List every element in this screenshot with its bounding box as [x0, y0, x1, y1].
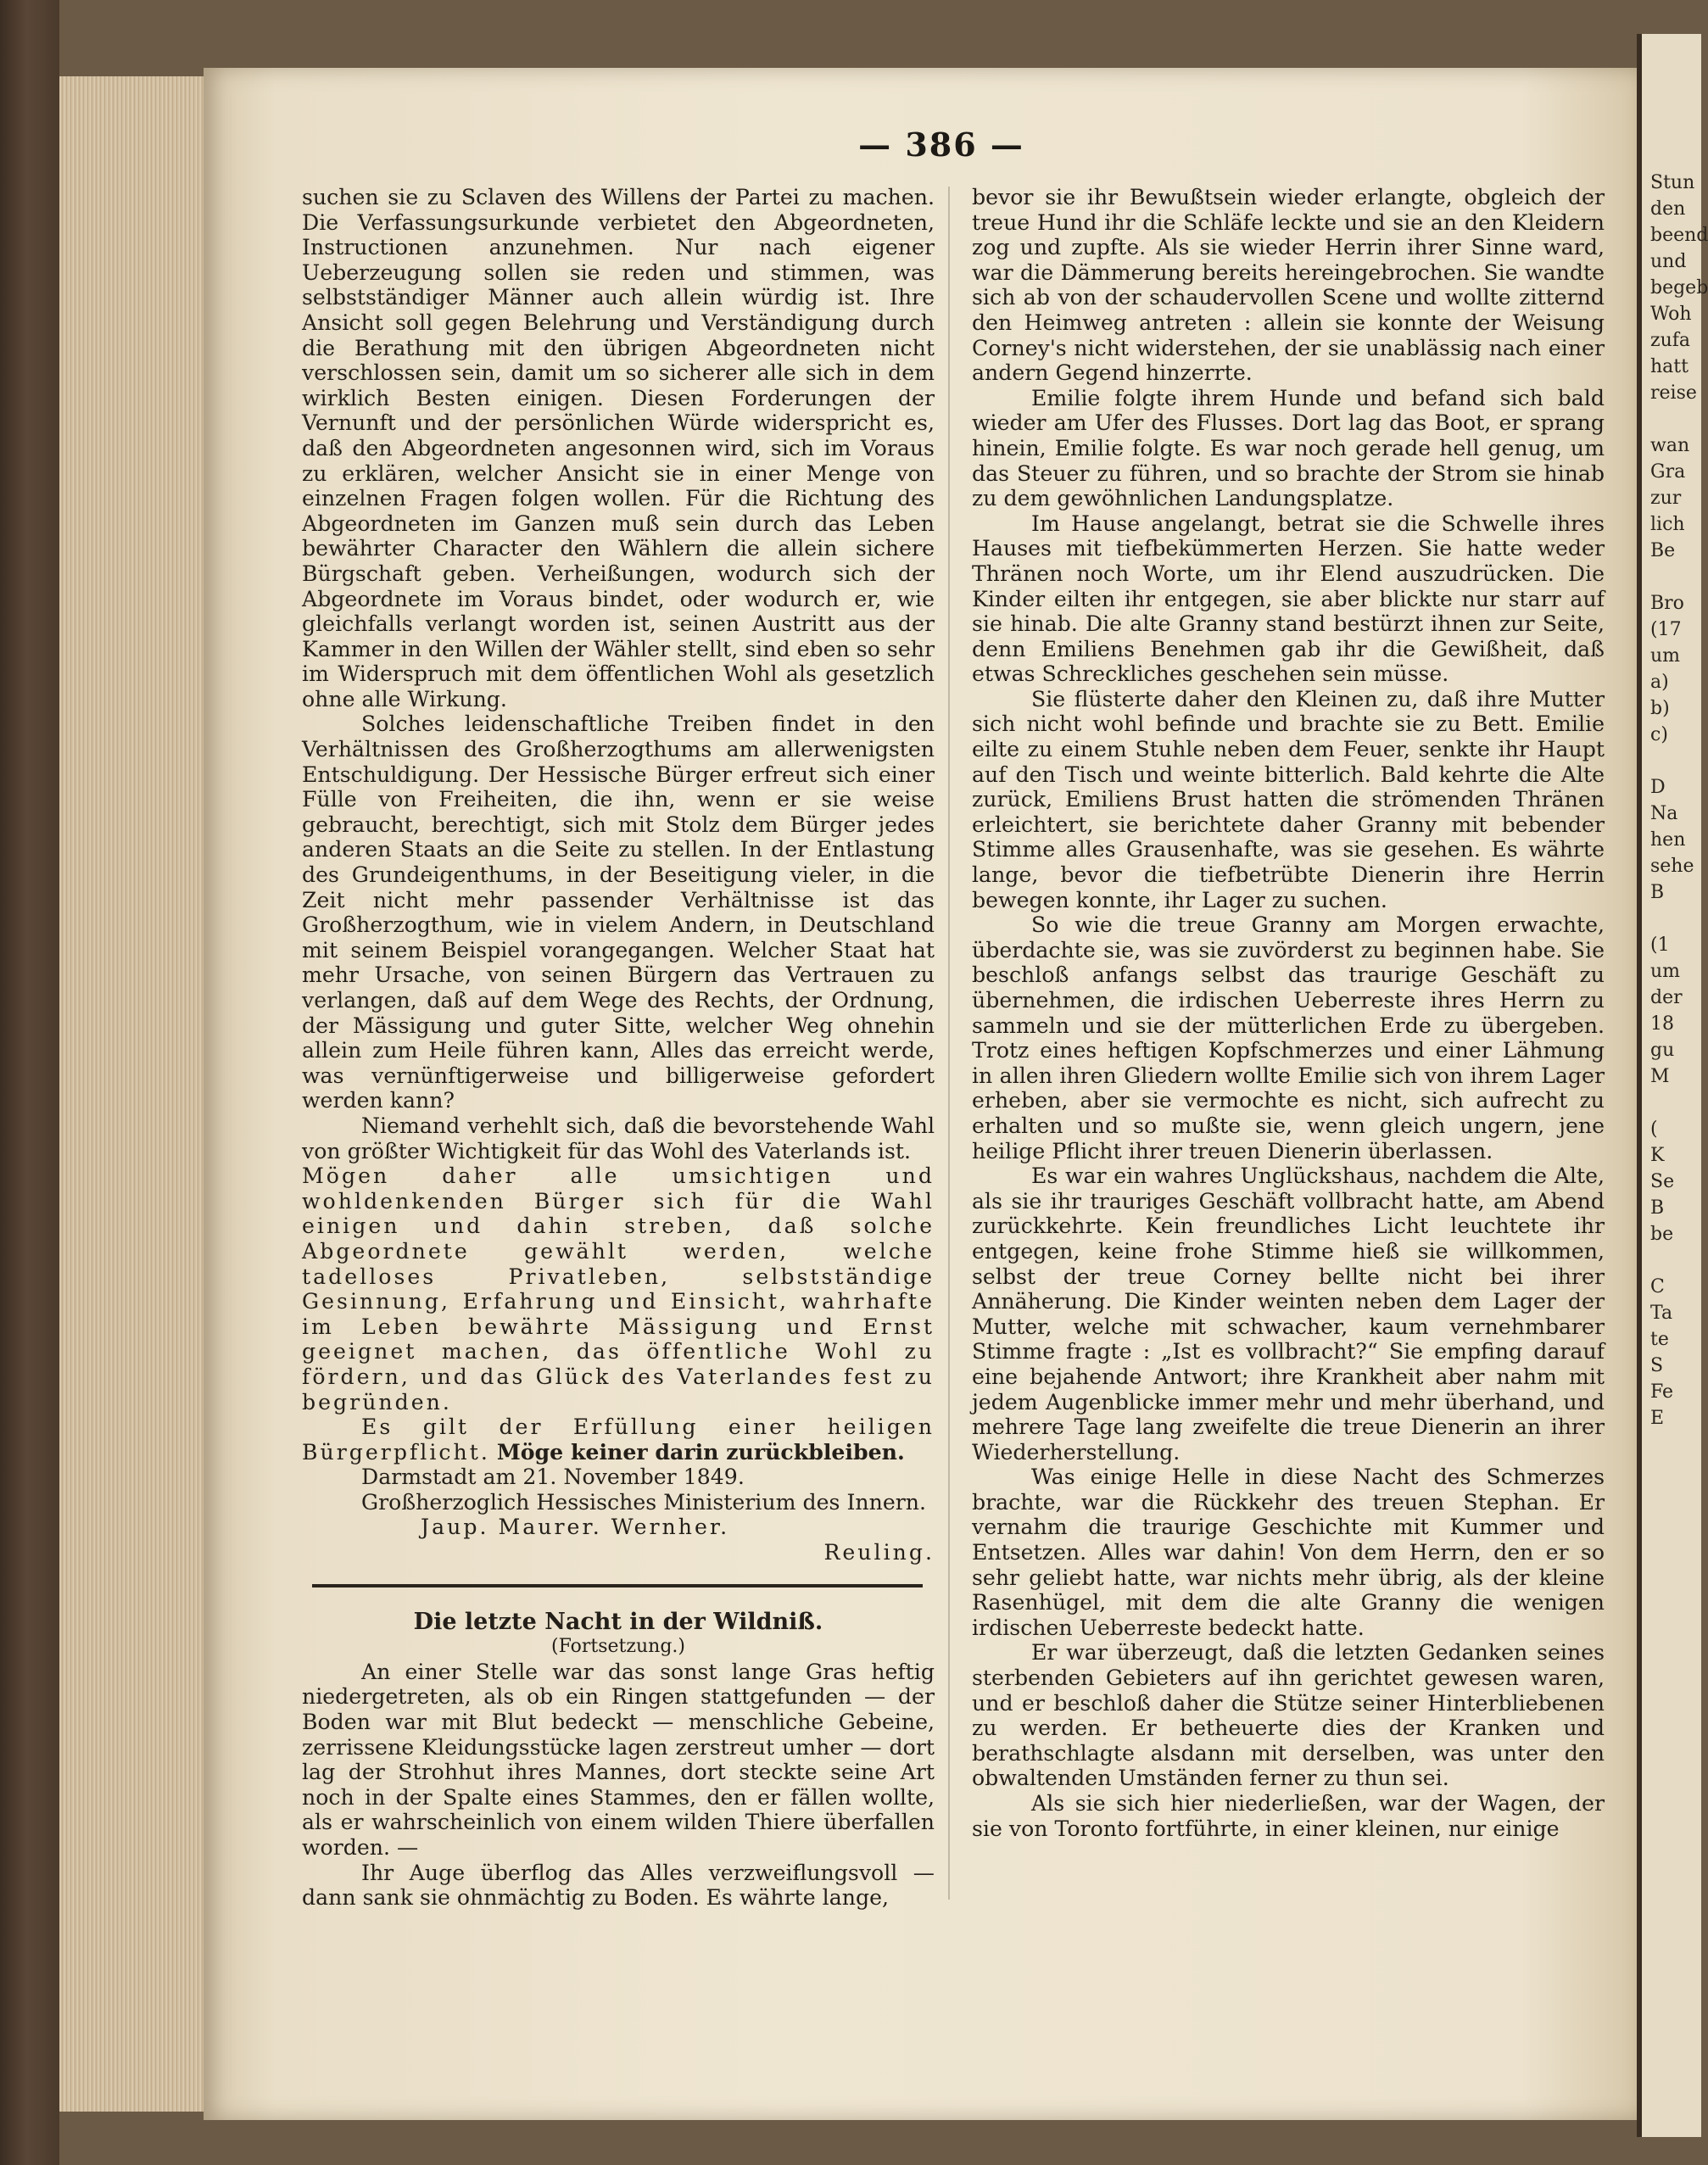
paragraph: Als sie sich hier niederließen, war der Wagen, der sie von Toronto fortführte, in einer kleinen, nur einige — [972, 1791, 1605, 1841]
next-page-fragment: B — [1650, 882, 1665, 903]
paragraph: bevor sie ihr Bewußtsein wieder erlangte, obgleich der treue Hund ihr die Schläfe leckte und sie an den Kleidern zog und zupfte. Als sie wieder Herrin ihrer Sinne ward, war die Dämmerung bereits hereingebrochen. Sie wandte sich ab von der schaudervollen Scene und wollte zitternd den Heimweg antreten : allein sie konnte der Weisung Corney's nicht widerstehen, der sie unablässig nach einer andern Gegend hinzerrte. — [972, 185, 1605, 386]
next-page-fragment: B — [1650, 1197, 1665, 1219]
next-page-fragment: Fe — [1650, 1381, 1674, 1403]
article-title: Die letzte Nacht in der Wildniß. — [413, 1608, 823, 1635]
left-column — [302, 185, 935, 1911]
next-page-fragment — [1650, 564, 1701, 590]
next-page-fragment: D — [1650, 777, 1666, 798]
page-stack-edge — [59, 76, 204, 2112]
paragraph: suchen sie zu Sclaven des Willens der Partei zu machen. Die Verfassungsurkunde verbietet den Abgeordneten, Instructionen anzunehmen. Nur nach eigener Ueberzeugung sollen sie reden und stimmen, was selbstständiger Männer auch allein würdig ist. Ihre Ansicht soll gegen Belehrung und Verständigung durch die Berathung mit den übrigen Abgeordneten nicht verschlossen sein, damit um so sicherer alle sich in dem wirklich Besten einigen. Diesen Forderungen der Vernunft und der persönlichen Würde widerspricht es, daß den Abgeordneten angesonnen wird, sich im Voraus zu erklären, welcher Ansicht sie in einer Menge von einzelnen Fragen folgen wollen. Für die Richtung des Abgeordneten im Ganzen muß sein durch das Leben bewährter Character den Wählern die allein sichere Bürgschaft geben. Verheißungen, wodurch sich der Abgeordnete im Voraus bindet, oder wodurch er, wie gleichfalls verlangt worden ist, seinen Austritt aus der Kammer in den Willen der Wähler stellt, sind eben so sehr im Widerspruch mit dem öffentlichen Wohl als gesetzlich ohne alle Wirkung. — [302, 185, 935, 711]
paragraph: Solches leidenschaftliche Treiben findet in den Verhältnissen des Großherzogthums am allerwenigsten Entschuldigung. Der Hessische Bürger erfreut sich einer Fülle von Freiheiten, die ihn, wenn er sie weise gebraucht, berechtigt, sich mit Stolz dem Bürger jedes anderen Staats an die Seite zu stellen. In der Entlastung des Grundeigenthums, in der Beseitigung vieler, in die Zeit nicht mehr passender Verhältnisse ist das Großherzogthum, wie in vielem Andern, in Deutschland mit seinem Beispiel vorangegangen. Welcher Staat hat mehr Ursache, von seinen Bürgern das Vertrauen zu verlangen, daß auf dem Wege des Rechts, der Ordnung, der Mässigung und guter Sitte, welcher Weg ohnehin allein zum Heile führen kann, Alles das erreicht werde, was vernünftigerweise und billigerweise gefordert werden kann? — [302, 711, 935, 1113]
next-page-fragment: 18 — [1650, 1013, 1674, 1035]
next-page-fragment: lich — [1650, 514, 1685, 535]
signatory-last: Reuling. — [823, 1540, 935, 1565]
next-page-fragment: a) — [1650, 672, 1669, 693]
next-page-fragment — [1650, 406, 1701, 432]
next-page-fragment: S — [1650, 1355, 1664, 1376]
next-page-fragment: M — [1650, 1066, 1670, 1087]
paragraph: Er war überzeugt, daß die letzten Gedanken seines sterbenden Gebieters auf ihn gerichtet gewesen waren, und er beschloß daher die Stütze seiner Hinterbliebenen zu werden. Er betheuerte dies der Kranken und berathschlagte alsdann mit derselben, was unter den obwaltenden Umständen ferner zu thun sei. — [972, 1640, 1605, 1791]
next-page-fragment: be — [1650, 1224, 1674, 1245]
paragraph: An einer Stelle war das sonst lange Gras heftig niedergetreten, als ob ein Ringen stattgefunden — der Boden war mit Blut bedeckt — menschliche Gebeine, zerrissene Kleidungsstücke lagen zerstreut umher — dort lag der Strohhut ihres Mannes, dort steckte seine Art noch in der Spalte eines Stammes, den er fällen wollte, als er wahrscheinlich von einem wilden Thiere überfallen worden. — — [302, 1659, 935, 1860]
next-page-fragment: gu — [1650, 1040, 1675, 1061]
next-page-fragment: um — [1650, 645, 1681, 667]
next-page-fragment: te — [1650, 1329, 1669, 1350]
closing-spaced-text: Es gilt der Erfüllung einer heiligen Bürgerpflicht. — [302, 1415, 935, 1465]
next-page-fragment: reise — [1650, 382, 1697, 404]
next-page-fragment — [1650, 906, 1701, 932]
next-page-fragment: zur — [1650, 488, 1682, 509]
next-page-fragment: Bro — [1650, 593, 1684, 614]
next-page-fragment: begeb — [1650, 277, 1708, 299]
paragraph: Im Hause angelangt, betrat sie die Schwelle ihres Hauses mit tiefbekümmerten Herzen. Sie hatte weder Thränen noch Worte, um ihr Elend auszudrücken. Die Kinder eilten ihr entgegen, sie aber blickte nur starr auf sie hinab. Die alte Granny stand bestürzt ihnen zur Seite, denn Emiliens Benehmen gab ihr die Gewißheit, daß etwas Schreckliches geschehen sein müsse. — [972, 511, 1605, 687]
ministry-line: Großherzoglich Hessisches Ministerium des Innern. — [361, 1489, 927, 1515]
next-page-fragment: C — [1650, 1276, 1665, 1297]
paragraph: So wie die treue Granny am Morgen erwachte, überdachte sie, was sie zuvörderst zu beginnen habe. Sie beschloß anfangs selbst das traurige Geschäft zu übernehmen, die irdischen Ueberreste ihres Herrn zu sammeln und sie der mütterlichen Erde zu übergeben. Trotz eines heftigen Kopfschmerzes und einer Lähmung in allen ihren Gliedern wollte Emilie sich von ihrem Lager erheben, aber sie vermochte es nicht, sich aufrecht zu erhalten und so mußte sie, wenn gleich ungern, jene heilige Pflicht ihrer treuen Dienerin überlassen. — [972, 912, 1605, 1163]
next-page-fragment — [1650, 748, 1701, 774]
next-page-fragment: den — [1650, 198, 1686, 220]
next-page-fragment — [1650, 1247, 1701, 1274]
date-line: Darmstadt am 21. November 1849. — [361, 1465, 745, 1490]
page-number: — 386 — — [858, 126, 1024, 164]
paragraph: Sie flüsterte daher den Kleinen zu, daß ihre Mutter sich nicht wohl befinde und brachte sie zu Bett. Emilie eilte zu einem Stuhle neben dem Feuer, senkte ihr Haupt auf den Tisch und weinte bitterlich. Bald kehrte die Alte zurück, Emiliens Brust hatten die strömenden Thränen erleichtert, sie berichtete daher Granny mit bebender Stimme alles Grausenhafte, was sie gesehen. Es währte lange, bevor die tiefbetrübte Dienerin ihre Herrin bewegen konnte, ihr Lager zu suchen. — [972, 686, 1605, 912]
next-page-fragments — [1650, 170, 1708, 1431]
next-page-fragment: Stun — [1650, 172, 1695, 193]
next-page-fragment: hatt — [1650, 356, 1688, 377]
next-page-fragment: beend — [1650, 225, 1708, 246]
paragraph: Ihr Auge überflog das Alles verzweiflungsvoll — dann sank sie ohnmächtig zu Boden. Es währte lange, — [302, 1860, 935, 1911]
next-page-fragment: b) — [1650, 698, 1670, 719]
next-page-fragment: Ta — [1650, 1303, 1673, 1324]
closing-bold-text: Möge keiner darin zurückbleiben. — [496, 1438, 905, 1465]
signatories-line: Jaup. Maurer. Wernher. — [421, 1515, 730, 1540]
next-page-edge — [1637, 34, 1708, 2137]
next-page-fragment: hen — [1650, 829, 1686, 851]
next-page-fragment: (17 — [1650, 619, 1682, 640]
next-page-fragment: ( — [1650, 1119, 1658, 1140]
next-page-fragment: und — [1650, 251, 1687, 272]
next-page-fragment: K — [1650, 1145, 1665, 1166]
next-page-fragment: E — [1650, 1408, 1665, 1429]
paragraph: Was einige Helle in diese Nacht des Schmerzes brachte, war die Rückkehr des treuen Stephan. Er vernahm die traurige Geschichte mit Kummer und Entsetzen. Alles war dahin! Von dem Herrn, den er so sehr geliebt hatte, war nichts mehr übrig, als der kleine Rasenhügel, mit dem die alte Granny die wenigen irdischen Ueberreste bedeckt hatte. — [972, 1465, 1605, 1640]
section-separator — [312, 1584, 923, 1587]
next-page-fragment: wan — [1650, 435, 1690, 456]
next-page-fragment: Woh — [1650, 304, 1692, 325]
next-page-fragment: um — [1650, 961, 1681, 982]
paragraph: Es war ein wahres Unglückshaus, nachdem die Alte, als sie ihr trauriges Geschäft vollbracht hatte, am Abend zurückkehrte. Kein freundliches Licht leuchtete ihr entgegen, keine frohe Stimme hieß sie willkommen, selbst der treue Corney bellte nicht bei ihrer Annäherung. Die Kinder weinten neben dem Lager der Mutter, welche mit schwacher, kaum vernehmbarer Stimme fragte : „Ist es vollbracht?“ Sie empfing darauf eine bejahende Antwort; ihre Krankheit aber nahm mit jedem Augenblicke immer mehr und mehr überhand, und mehrere Tage lang zweifelte die treue Dienerin an ihrer Wiederherstellung. — [972, 1163, 1605, 1465]
next-page-fragment — [1650, 1090, 1701, 1116]
next-page-fragment: (1 — [1650, 935, 1670, 956]
column-divider — [948, 187, 950, 1900]
spaced-paragraph: Mögen daher alle umsichtigen und wohldenkenden Bürger sich für die Wahl einigen und dahin streben, daß solche Abgeordnete gewählt werden, welche tadelloses Privatleben, selbstständige Gesinnung, Erfahrung und Einsicht, wahrhafte im Leben bewährte Mässigung und Ernst geeignet machen, das öffentliche Wohl zu fördern, und das Glück des Vaterlandes fest zu begründen. — [302, 1163, 935, 1415]
article-subtitle: (Fortsetzung.) — [551, 1636, 685, 1658]
paragraph: Emilie folgte ihrem Hunde und befand sich bald wieder am Ufer des Flusses. Dort lag das Boot, er sprang hinein, Emilie folgte. Es war noch gerade hell genug, um das Steuer zu führen, und so brachte der Strom sie hinab zu dem gewöhnlichen Landungsplatze. — [972, 385, 1605, 511]
next-page-fragment: zufa — [1650, 330, 1691, 351]
next-page-fragment: Na — [1650, 803, 1678, 824]
next-page-fragment: Gra — [1650, 461, 1686, 483]
next-page-fragment: c) — [1650, 724, 1668, 745]
next-page-fragment: Se — [1650, 1171, 1675, 1192]
right-column — [972, 185, 1605, 1841]
next-page-fragment: der — [1650, 987, 1683, 1008]
next-page-fragment: sehe — [1650, 856, 1694, 877]
next-page-fragment: Be — [1650, 540, 1676, 561]
paragraph: Niemand verhehlt sich, daß die bevorstehende Wahl von größter Wichtigkeit für das Wohl des Vaterlands ist. — [302, 1113, 935, 1163]
book-spine-edge — [0, 0, 59, 2165]
